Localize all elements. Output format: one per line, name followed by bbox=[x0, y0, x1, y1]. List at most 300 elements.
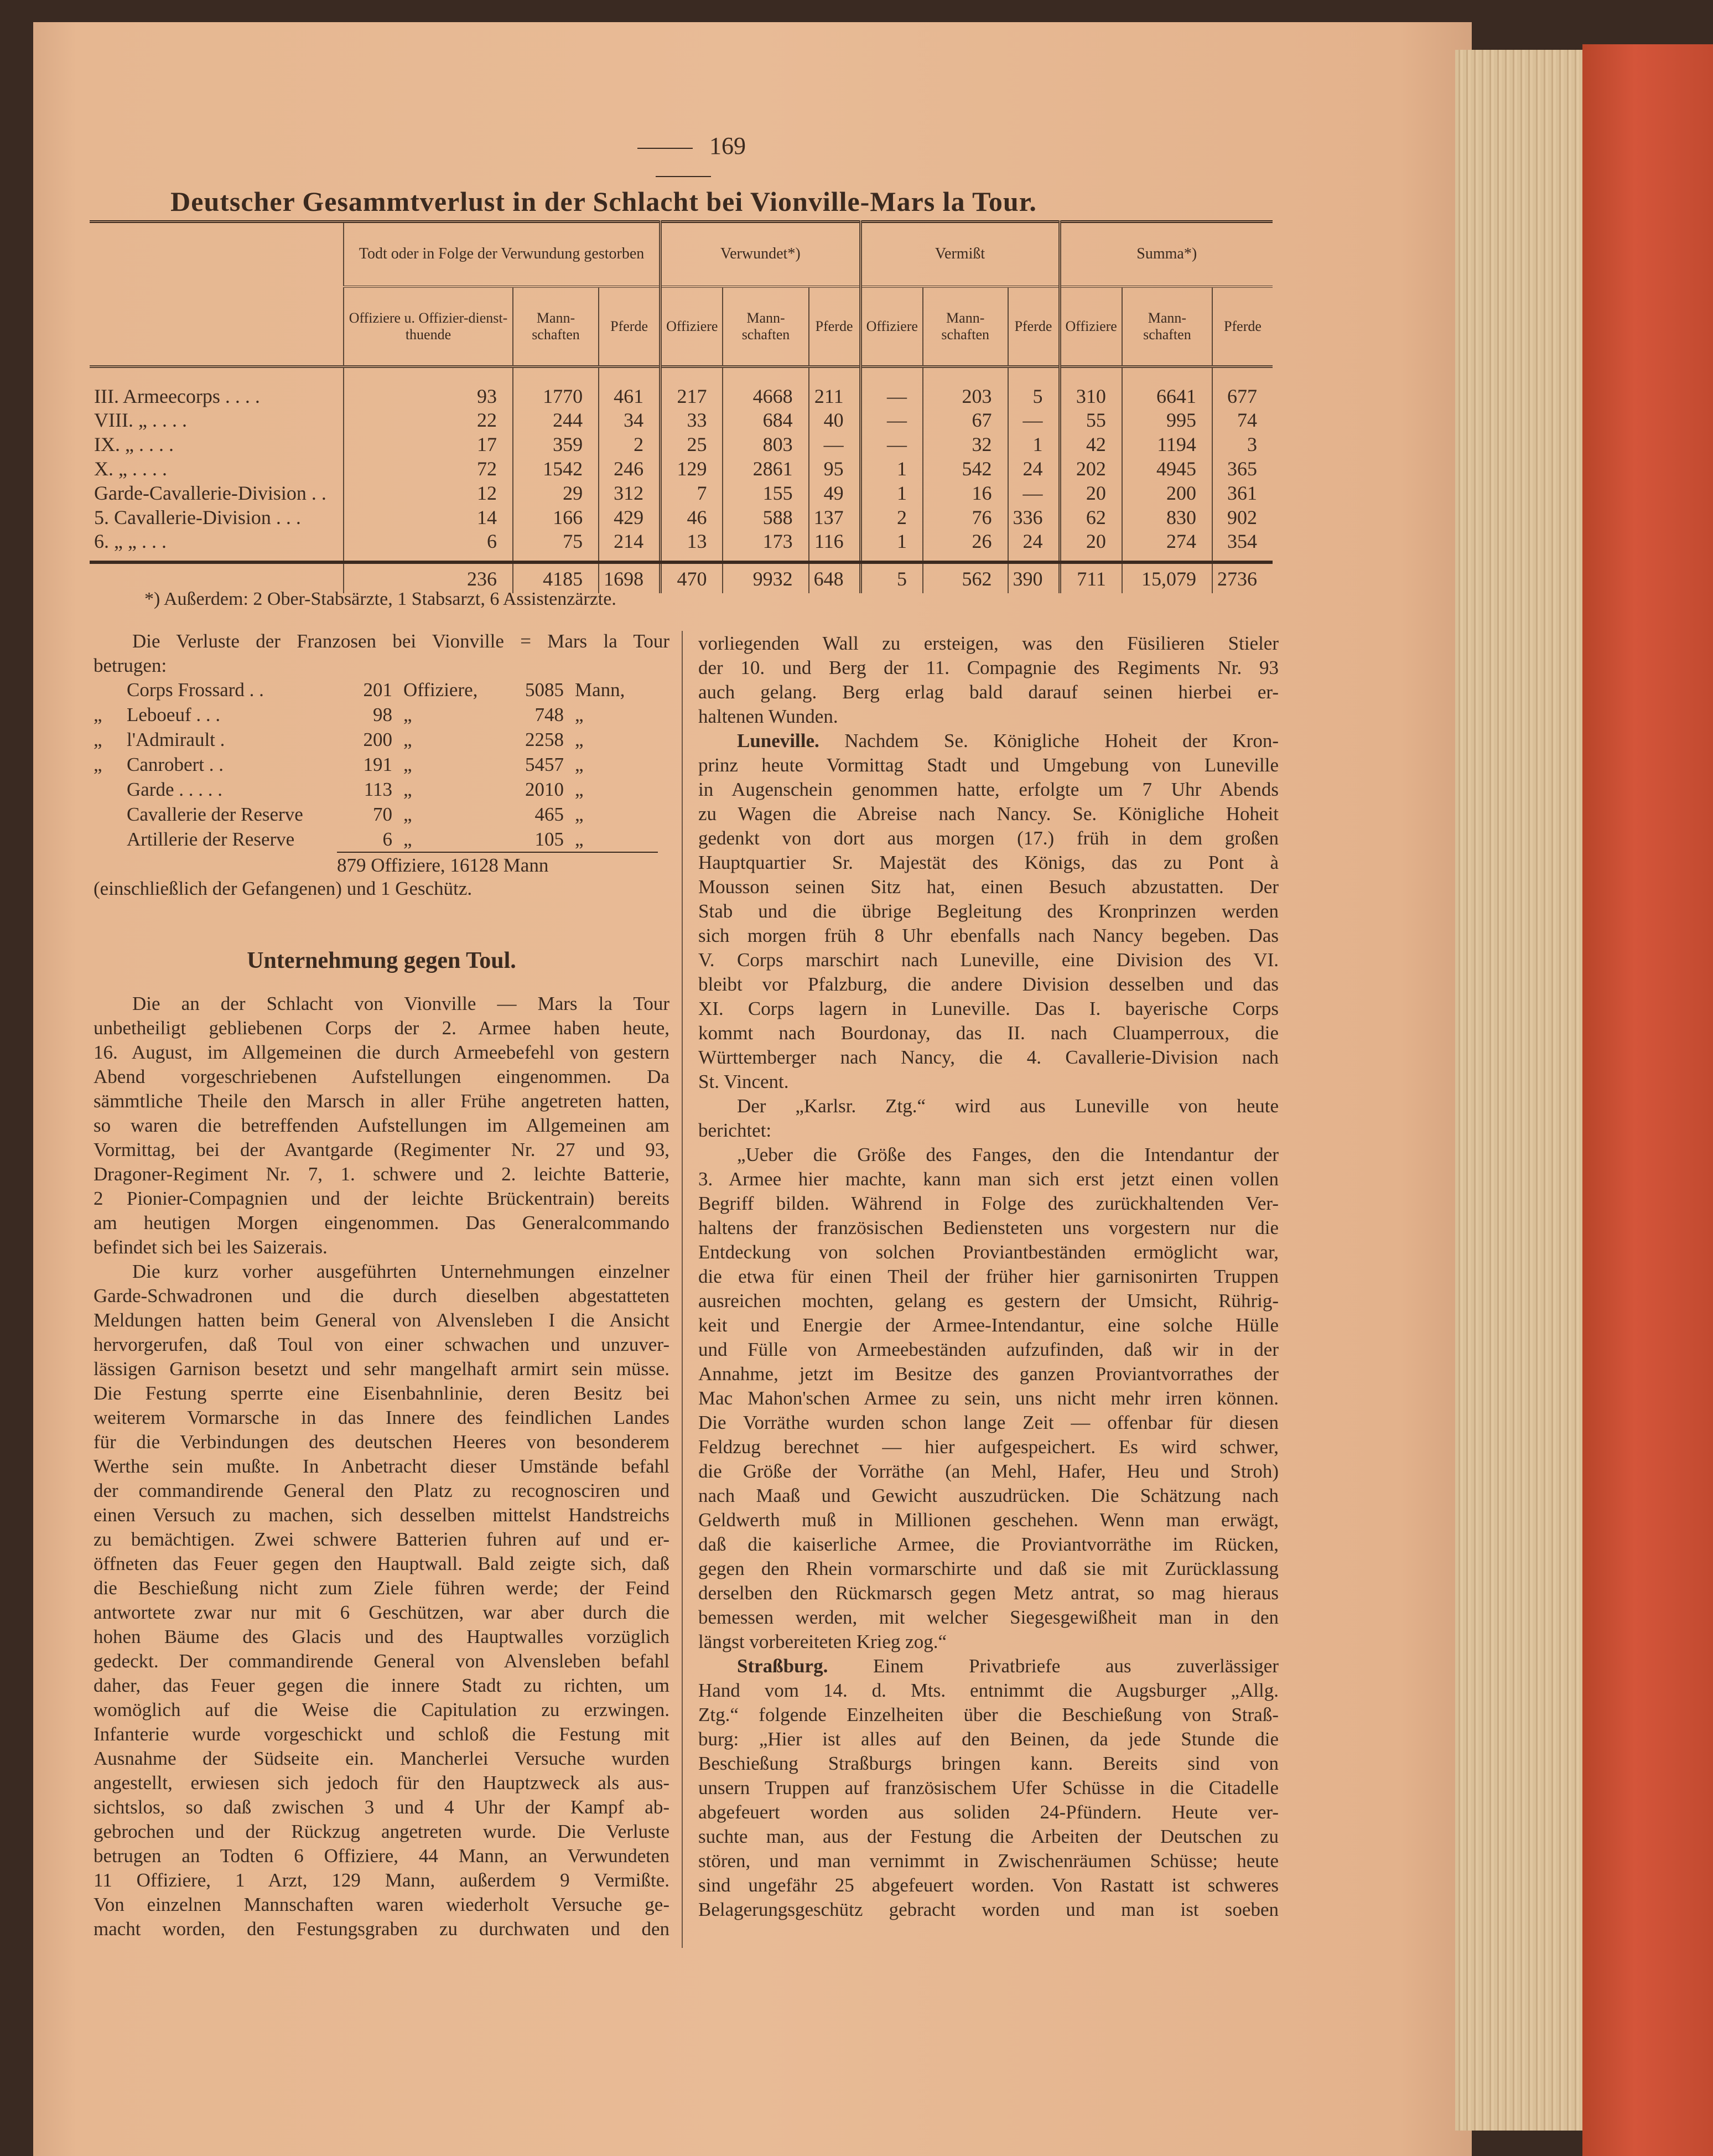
page-edges bbox=[1455, 50, 1582, 2131]
text-line bbox=[698, 972, 1279, 997]
table-cell: 12 bbox=[344, 481, 513, 505]
text-line bbox=[94, 1284, 669, 1308]
table-cell: 166 bbox=[513, 505, 599, 530]
line-text: Stab und die übrige Begleitung des Kronprinzen werden bbox=[698, 900, 1279, 922]
text-line bbox=[698, 1776, 1279, 1800]
french-off: 70 bbox=[373, 804, 392, 825]
text-line bbox=[698, 704, 1279, 729]
line-text: unbetheiligt gebliebenen Corps der 2. Armee haben heute, bbox=[94, 1017, 669, 1039]
text-line bbox=[698, 729, 1279, 753]
line-text: unsern Truppen auf französischem Ufer Schüsse in die Citadelle bbox=[698, 1777, 1279, 1799]
french-pre bbox=[94, 827, 127, 852]
table-cell: 359 bbox=[513, 432, 599, 457]
table-row bbox=[90, 457, 1273, 481]
total-cell: 562 bbox=[923, 562, 1008, 593]
text-line bbox=[698, 631, 1279, 656]
table-cell: 203 bbox=[923, 367, 1008, 408]
line-text: Vormittag, bei der Avantgarde (Regimenter Nr. 27 und 93, bbox=[94, 1139, 669, 1160]
line-text: ausreichen mochten, gelang es gestern der Umsicht, Rührig- bbox=[698, 1290, 1279, 1312]
total-cell: 5 bbox=[860, 562, 923, 593]
subheader: Offiziere bbox=[860, 287, 923, 367]
text-line bbox=[94, 1479, 669, 1503]
text-line bbox=[698, 802, 1279, 826]
table-row bbox=[90, 481, 1273, 505]
total-cell: 236 bbox=[344, 562, 513, 593]
table-cell: — bbox=[809, 432, 861, 457]
table-row bbox=[90, 505, 1273, 530]
table-cell: 137 bbox=[809, 505, 861, 530]
french-menlabel: „ bbox=[575, 729, 584, 750]
table-cell: 155 bbox=[723, 481, 808, 505]
table-cell: 902 bbox=[1212, 505, 1273, 530]
text-line bbox=[698, 1898, 1279, 1922]
table-cell: 1542 bbox=[513, 457, 599, 481]
table-cell: 20 bbox=[1060, 481, 1122, 505]
text-line bbox=[698, 997, 1279, 1021]
table-cell: 93 bbox=[344, 367, 513, 408]
text-line bbox=[698, 1313, 1279, 1338]
text-line bbox=[698, 1191, 1279, 1216]
table-cell: 1 bbox=[1008, 432, 1060, 457]
line-text: 2 Pionier-Compagnien und der leichte Brückentrain) bereits bbox=[94, 1188, 669, 1209]
text-line bbox=[698, 1240, 1279, 1264]
text-line bbox=[698, 1264, 1279, 1289]
line-text: „Ueber die Größe des Fanges, den die Intendantur der bbox=[737, 1144, 1279, 1165]
line-text: lässigen Garnison besetzt und sehr mangelhaft armirt sein müsse. bbox=[94, 1358, 669, 1380]
text-line bbox=[698, 1143, 1279, 1167]
subheader: Offiziere bbox=[1060, 287, 1122, 367]
table-cell: 588 bbox=[723, 505, 808, 530]
table-cell: 830 bbox=[1122, 505, 1212, 530]
text-line bbox=[94, 1040, 669, 1065]
line-text: gedenkt von dort aus morgen (17.) früh in dem großen bbox=[698, 827, 1279, 849]
line-text: bleibt vor Pfalzburg, die andere Division desselben und das bbox=[698, 973, 1279, 995]
line-text: suchte man, aus der Festung die Arbeiten der Deutschen zu bbox=[698, 1826, 1279, 1847]
line-text: der commandirende General den Platz zu recognosciren und bbox=[94, 1480, 669, 1501]
french-men: 5085 bbox=[525, 679, 564, 701]
total-cell: 2736 bbox=[1212, 562, 1273, 593]
french-total: 879 Offiziere, 16128 Mann bbox=[337, 852, 658, 876]
text-line bbox=[94, 1089, 669, 1113]
table-cell: 211 bbox=[809, 367, 861, 408]
text-line bbox=[94, 1771, 669, 1795]
french-menlabel: Mann, bbox=[575, 679, 625, 701]
line-text: 16. August, im Allgemeinen die durch Armeebefehl von gestern bbox=[94, 1041, 669, 1063]
text-line bbox=[698, 1386, 1279, 1411]
text-line bbox=[698, 1484, 1279, 1508]
table-cell: 461 bbox=[599, 367, 661, 408]
table-cell: 2 bbox=[599, 432, 661, 457]
french-men: 748 bbox=[534, 704, 564, 725]
text-line: betrugen: bbox=[94, 655, 167, 676]
french-offlabel: „ bbox=[403, 779, 412, 800]
french-off: 113 bbox=[364, 779, 392, 800]
text-line bbox=[94, 1260, 669, 1284]
text-line bbox=[94, 1722, 669, 1746]
total-cell: 9932 bbox=[723, 562, 808, 593]
line-text: sind ungefähr 25 abgefeuert worden. Von Rastatt ist schweres bbox=[698, 1874, 1279, 1896]
table-cell: 429 bbox=[599, 505, 661, 530]
line-text: Württemberger nach Nancy, die 4. Cavallerie-Division nach bbox=[698, 1046, 1279, 1068]
line-text: die Beschießung nicht zum Ziele führen werde; der Feind bbox=[94, 1577, 669, 1599]
table-cell: 214 bbox=[599, 530, 661, 562]
table-cell: 22 bbox=[344, 408, 513, 432]
line-text: Hauptquartier Sr. Majestät des Königs, das zu Pont à bbox=[698, 852, 1279, 873]
french-name: Cavallerie der Reserve bbox=[127, 804, 303, 825]
right-column bbox=[698, 631, 1279, 1922]
text-line bbox=[698, 1167, 1279, 1191]
french-name: l'Admirault . bbox=[127, 729, 225, 750]
line-text: gedeckt. Der commandirende General von Alvensleben befahl bbox=[94, 1650, 669, 1672]
text-line bbox=[94, 1138, 669, 1162]
table-cell: 2 bbox=[860, 505, 923, 530]
row-label: 6. „ „ . . . bbox=[94, 530, 167, 552]
subheader: Mann-schaften bbox=[923, 287, 1008, 367]
text-line: Die Verluste der Franzosen bei Vionville = Mars la Tour bbox=[132, 630, 669, 652]
table-cell: 3 bbox=[1212, 432, 1273, 457]
text-line bbox=[94, 1917, 669, 1941]
line-text: und Fülle von Armeebeständen aufzufinden, daß wir in der bbox=[698, 1339, 1279, 1360]
line-text: abgefeuert worden aus soliden 24-Pfündern. Heute ver- bbox=[698, 1801, 1279, 1823]
text-line bbox=[94, 1600, 669, 1625]
french-menlabel: „ bbox=[575, 804, 584, 825]
text-line bbox=[698, 1094, 1279, 1118]
text-line bbox=[698, 899, 1279, 924]
french-menlabel: „ bbox=[575, 754, 584, 775]
french-name: Leboeuf . . . bbox=[127, 704, 221, 725]
table-cell: 1 bbox=[860, 481, 923, 505]
text-line bbox=[94, 1308, 669, 1333]
line-text: prinz heute Vormittag Stadt und Umgebung von Luneville bbox=[698, 754, 1279, 776]
text-line bbox=[698, 778, 1279, 802]
loss-table bbox=[90, 220, 1273, 593]
table-cell: 1770 bbox=[513, 367, 599, 408]
text-line bbox=[698, 1678, 1279, 1703]
text-line bbox=[698, 826, 1279, 851]
text-line bbox=[94, 1162, 669, 1186]
line-text: Meldungen hatten beim General von Alvensleben I die Ansicht bbox=[94, 1309, 669, 1331]
table-cell: 542 bbox=[923, 457, 1008, 481]
text-line bbox=[94, 1406, 669, 1430]
text-line bbox=[698, 1362, 1279, 1386]
text-line bbox=[94, 1552, 669, 1576]
page-number-text: 169 bbox=[709, 132, 746, 159]
french-menlabel: „ bbox=[575, 779, 584, 800]
table-title: Deutscher Gesammtverlust in der Schlacht bei Vionville-Mars la Tour. bbox=[170, 186, 1037, 217]
french-off: 191 bbox=[363, 754, 392, 775]
row-label: VIII. „ . . . . bbox=[94, 409, 187, 431]
text-line bbox=[94, 1844, 669, 1868]
line-text: XI. Corps lagern in Luneville. Das I. bayerische Corps bbox=[698, 998, 1279, 1019]
line-text: betrugen an Todten 6 Offiziere, 44 Mann, an Verwundeten bbox=[94, 1845, 669, 1867]
french-off: 98 bbox=[373, 704, 392, 725]
french-offlabel: „ bbox=[403, 828, 412, 850]
text-line bbox=[698, 1605, 1279, 1630]
french-pre bbox=[94, 677, 127, 702]
line-text: 11 Offiziere, 1 Arzt, 129 Mann, außerdem 9 Vermißte. bbox=[94, 1869, 669, 1891]
text-line bbox=[698, 1825, 1279, 1849]
row-label: Garde-Cavallerie-Division . . bbox=[94, 482, 326, 504]
line-text: burg: „Hier ist alles auf den Beinen, da jede Stunde die bbox=[698, 1728, 1279, 1750]
subheader: Pferde bbox=[1212, 287, 1273, 367]
text-line bbox=[94, 1868, 669, 1893]
table-cell: 684 bbox=[723, 408, 808, 432]
line-text: der 10. und Berg der 11. Compagnie des Regiments Nr. 93 bbox=[698, 657, 1279, 678]
table-cell: — bbox=[860, 367, 923, 408]
text-line bbox=[94, 1893, 669, 1917]
french-name: Garde . . . . . bbox=[127, 779, 223, 800]
table-cell: 173 bbox=[723, 530, 808, 562]
line-text: keit und Energie der Armee-Intendantur, eine solche Hülle bbox=[698, 1314, 1279, 1336]
table-cell: 32 bbox=[923, 432, 1008, 457]
table-cell: 677 bbox=[1212, 367, 1273, 408]
text-line bbox=[698, 1021, 1279, 1045]
table-cell: 803 bbox=[723, 432, 808, 457]
table-cell: — bbox=[1008, 408, 1060, 432]
run-in-heading: Straßburg. bbox=[737, 1655, 828, 1677]
line-text: Garde-Schwadronen und die durch dieselben abgestatteten bbox=[94, 1285, 669, 1307]
french-men: 5457 bbox=[525, 754, 564, 775]
text-line bbox=[698, 753, 1279, 778]
line-text: hohen Bäume des Glacis und des Hauptwalles vorzüglich bbox=[94, 1626, 669, 1647]
line-text: V. Corps marschirt nach Luneville, eine Division des VI. bbox=[698, 949, 1279, 971]
french-men: 465 bbox=[534, 804, 564, 825]
line-text: angestellt, erwiesen sich jedoch für den Hauptzweck als aus- bbox=[94, 1772, 669, 1794]
french-row bbox=[94, 727, 669, 752]
line-text: am heutigen Morgen eingenommen. Das Generalcommando bbox=[94, 1212, 669, 1234]
line-text: bemessen werden, mit welcher Siegesgewißheit man in den bbox=[698, 1606, 1279, 1628]
label-header bbox=[90, 222, 344, 367]
text-line bbox=[94, 1235, 669, 1260]
section-heading: Unternehmung gegen Toul. bbox=[247, 948, 516, 973]
row-label: X. „ . . . . bbox=[94, 458, 167, 480]
text-line bbox=[94, 1357, 669, 1381]
line-text: berichtet: bbox=[698, 1120, 772, 1141]
text-line bbox=[94, 1503, 669, 1527]
total-cell: 648 bbox=[809, 562, 861, 593]
line-text: kommt nach Bourdonay, das II. nach Cluamperroux, die bbox=[698, 1022, 1279, 1044]
line-text: zu bemächtigen. Zwei schwere Batterien fuhren auf und er- bbox=[94, 1528, 669, 1550]
table-cell: 354 bbox=[1212, 530, 1273, 562]
line-text: nach Maaß und Gewicht auszudrücken. Die Schätzung nach bbox=[698, 1485, 1279, 1506]
line-text: die Größe der Vorräthe (an Mehl, Hafer, Heu und Stroh) bbox=[698, 1460, 1279, 1482]
table-cell: — bbox=[1008, 481, 1060, 505]
table-row bbox=[90, 530, 1273, 562]
french-men: 2010 bbox=[525, 779, 564, 800]
table-cell: 116 bbox=[809, 530, 861, 562]
subheader: Pferde bbox=[599, 287, 661, 367]
table-cell: 26 bbox=[923, 530, 1008, 562]
text-line bbox=[698, 1630, 1279, 1654]
table-cell: 13 bbox=[661, 530, 723, 562]
table-cell: 55 bbox=[1060, 408, 1122, 432]
left-column bbox=[94, 992, 669, 1941]
table-cell: 16 bbox=[923, 481, 1008, 505]
text-line bbox=[698, 1873, 1279, 1898]
table-cell: 202 bbox=[1060, 457, 1122, 481]
group-header: Verwundet*) bbox=[661, 222, 861, 287]
text-line bbox=[698, 851, 1279, 875]
table-cell: 75 bbox=[513, 530, 599, 562]
line-text: einen Versuch zu machen, sich desselben mittelst Handstreichs bbox=[94, 1504, 669, 1526]
table-cell: 1 bbox=[860, 530, 923, 562]
text-line bbox=[698, 1289, 1279, 1313]
french-losses bbox=[94, 629, 669, 900]
page-number bbox=[586, 132, 780, 188]
table-cell: 336 bbox=[1008, 505, 1060, 530]
table-cell: 246 bbox=[599, 457, 661, 481]
table-cell: 20 bbox=[1060, 530, 1122, 562]
text-line bbox=[698, 1751, 1279, 1776]
row-label: 5. Cavallerie-Division . . . bbox=[94, 506, 301, 528]
french-row bbox=[94, 702, 669, 727]
line-text: in Augenschein genommen hatte, erfolgte um 7 Uhr Abends bbox=[698, 779, 1279, 800]
line-text: Mousson seinen Sitz hat, einen Besuch abzustatten. Der bbox=[698, 876, 1279, 898]
row-label: IX. „ . . . . bbox=[94, 433, 174, 455]
french-pre: „ bbox=[94, 754, 102, 775]
french-row bbox=[94, 677, 669, 702]
line-text: macht worden, den Festungsgraben zu durchwaten und den bbox=[94, 1918, 669, 1940]
line-text: Annahme, jetzt im Besitze des ganzen Proviantvorrathes der bbox=[698, 1363, 1279, 1385]
text-line bbox=[698, 1532, 1279, 1557]
french-pre: „ bbox=[94, 704, 102, 725]
line-text: Geldwerth muß in Millionen geschehen. Wenn man erwägt, bbox=[698, 1509, 1279, 1531]
french-row bbox=[94, 752, 669, 777]
line-text: Die an der Schlacht von Vionville — Mars la Tour bbox=[132, 993, 669, 1014]
text-line: (einschließlich der Gefangenen) und 1 Geschütz. bbox=[94, 878, 473, 899]
french-offlabel: „ bbox=[403, 804, 412, 825]
text-line bbox=[698, 1849, 1279, 1873]
line-text: öffneten das Feuer gegen den Hauptwall. Bald zeigte sich, daß bbox=[94, 1553, 669, 1574]
line-text: Ztg.“ folgende Einzelheiten über die Beschießung von Straß- bbox=[698, 1704, 1279, 1725]
table-cell: 310 bbox=[1060, 367, 1122, 408]
table-cell: 129 bbox=[661, 457, 723, 481]
table-cell: 361 bbox=[1212, 481, 1273, 505]
table-row bbox=[90, 408, 1273, 432]
text-line bbox=[94, 1673, 669, 1698]
line-text: weiterem Vormarsche in das Innere des feindlichen Landes bbox=[94, 1407, 669, 1428]
french-men: 2258 bbox=[525, 729, 564, 750]
line-text: antwortete zwar nur mit 6 Geschützen, war aber durch die bbox=[94, 1602, 669, 1623]
table-cell: 4945 bbox=[1122, 457, 1212, 481]
group-header: Vermißt bbox=[860, 222, 1060, 287]
text-line bbox=[94, 1065, 669, 1089]
subheader: Mann-schaften bbox=[513, 287, 599, 367]
text-line bbox=[698, 1070, 1279, 1094]
table-cell: 200 bbox=[1122, 481, 1212, 505]
french-menlabel: „ bbox=[575, 704, 584, 725]
table-cell: 6641 bbox=[1122, 367, 1212, 408]
french-off: 201 bbox=[363, 679, 392, 701]
line-text: längst vorbereiteten Krieg zog.“ bbox=[698, 1631, 947, 1652]
table-cell: 95 bbox=[809, 457, 861, 481]
total-cell: 390 bbox=[1008, 562, 1060, 593]
french-off: 6 bbox=[382, 828, 392, 850]
total-cell: 711 bbox=[1060, 562, 1122, 593]
line-text: Entdeckung von solchen Proviantbeständen ermöglicht war, bbox=[698, 1241, 1279, 1263]
french-name: Canrobert . . bbox=[127, 754, 224, 775]
line-text: Feldzug berechnet — hier aufgespeichert. Es wird schwer, bbox=[698, 1436, 1279, 1458]
text-line bbox=[698, 1654, 1279, 1678]
subheader: Mann-schaften bbox=[1122, 287, 1212, 367]
text-line bbox=[94, 1186, 669, 1211]
table-cell: 2861 bbox=[723, 457, 808, 481]
line-text: Abend vorgeschriebenen Aufstellungen eingenommen. Da bbox=[94, 1066, 669, 1087]
french-offlabel: „ bbox=[403, 729, 412, 750]
table-cell: 33 bbox=[661, 408, 723, 432]
text-line bbox=[94, 1454, 669, 1479]
french-off: 200 bbox=[363, 729, 392, 750]
line-text: Hand vom 14. d. Mts. entnimmt die Augsburger „Allg. bbox=[698, 1680, 1279, 1701]
line-text: haltens der französischen Bediensteten uns vorgestern nur die bbox=[698, 1217, 1279, 1238]
table-cell: 74 bbox=[1212, 408, 1273, 432]
line-text: Beschießung Straßburgs bringen kann. Bereits sind von bbox=[698, 1753, 1279, 1774]
table-cell: 42 bbox=[1060, 432, 1122, 457]
column-divider bbox=[682, 631, 683, 1948]
line-text: Ausnahme der Südseite ein. Mancherlei Versuche wurden bbox=[94, 1748, 669, 1769]
table-cell: 24 bbox=[1008, 457, 1060, 481]
french-name: Corps Frossard . . bbox=[127, 679, 264, 701]
table-cell: 72 bbox=[344, 457, 513, 481]
line-text: Infanterie wurde vorgeschickt und schloß die Festung mit bbox=[94, 1723, 669, 1745]
table-cell: 46 bbox=[661, 505, 723, 530]
line-text: daher, das Feuer gegen die innere Stadt zu richten, um bbox=[94, 1675, 669, 1696]
french-pre bbox=[94, 777, 127, 802]
text-line bbox=[94, 1746, 669, 1771]
line-text: hervorgerufen, daß Toul von einer schwachen und unzuver- bbox=[94, 1334, 669, 1355]
table-cell: 5 bbox=[1008, 367, 1060, 408]
text-line bbox=[698, 1703, 1279, 1727]
text-line bbox=[698, 1045, 1279, 1070]
line-text: sämmtliche Theile den Marsch in aller Frühe angetreten hatten, bbox=[94, 1090, 669, 1112]
text-line bbox=[698, 1800, 1279, 1825]
line-text: Die Vorräthe wurden schon lange Zeit — offenbar für diesen bbox=[698, 1412, 1279, 1433]
text-line bbox=[94, 1016, 669, 1040]
french-offlabel: „ bbox=[403, 704, 412, 725]
group-header: Todt oder in Folge der Verwundung gestorben bbox=[344, 222, 661, 287]
text-line bbox=[94, 1211, 669, 1235]
table-cell: 24 bbox=[1008, 530, 1060, 562]
table-cell: 1 bbox=[860, 457, 923, 481]
line-text: stören, und man vernimmt in Zwischenräumen Schüsse; heute bbox=[698, 1850, 1279, 1872]
subheader: Offiziere bbox=[661, 287, 723, 367]
text-line bbox=[698, 1435, 1279, 1459]
table-cell: 14 bbox=[344, 505, 513, 530]
line-text: daß die kaiserliche Armee, die Proviantvorräthe im Rücken, bbox=[698, 1533, 1279, 1555]
french-row bbox=[94, 777, 669, 802]
text-line bbox=[698, 948, 1279, 972]
table-cell: 6 bbox=[344, 530, 513, 562]
subheader: Pferde bbox=[809, 287, 861, 367]
table-cell: 62 bbox=[1060, 505, 1122, 530]
line-text: Dragoner-Regiment Nr. 7, 1. schwere und 2. leichte Batterie, bbox=[94, 1163, 669, 1185]
line-text: auch gelang. Berg erlag bald darauf seinen hierbei er- bbox=[698, 681, 1279, 703]
text-line bbox=[94, 1820, 669, 1844]
line-text: Von einzelnen Mannschaften waren wiederholt Versuche ge- bbox=[94, 1894, 669, 1915]
line-text: haltenen Wunden. bbox=[698, 706, 838, 727]
line-text: die etwa für einen Theil der früher hier garnisonirten Truppen bbox=[698, 1266, 1279, 1287]
line-text: zu Wagen die Abreise nach Nancy. Se. Königliche Hoheit bbox=[698, 803, 1279, 825]
line-text: womöglich auf die Weise die Capitulation zu erzwingen. bbox=[94, 1699, 669, 1720]
table-cell: 4668 bbox=[723, 367, 808, 408]
line-text: Der „Karlsr. Ztg.“ wird aus Luneville von heute bbox=[737, 1095, 1279, 1117]
line-text: Nachdem Se. Königliche Hoheit der Kron- bbox=[844, 730, 1279, 752]
text-line bbox=[94, 992, 669, 1016]
book-cover bbox=[1582, 44, 1713, 2156]
total-cell: 15,079 bbox=[1122, 562, 1212, 593]
line-text: Begriff bilden. Während in Folge des zurückhaltenden Ver- bbox=[698, 1193, 1279, 1214]
group-header: Summa*) bbox=[1060, 222, 1273, 287]
